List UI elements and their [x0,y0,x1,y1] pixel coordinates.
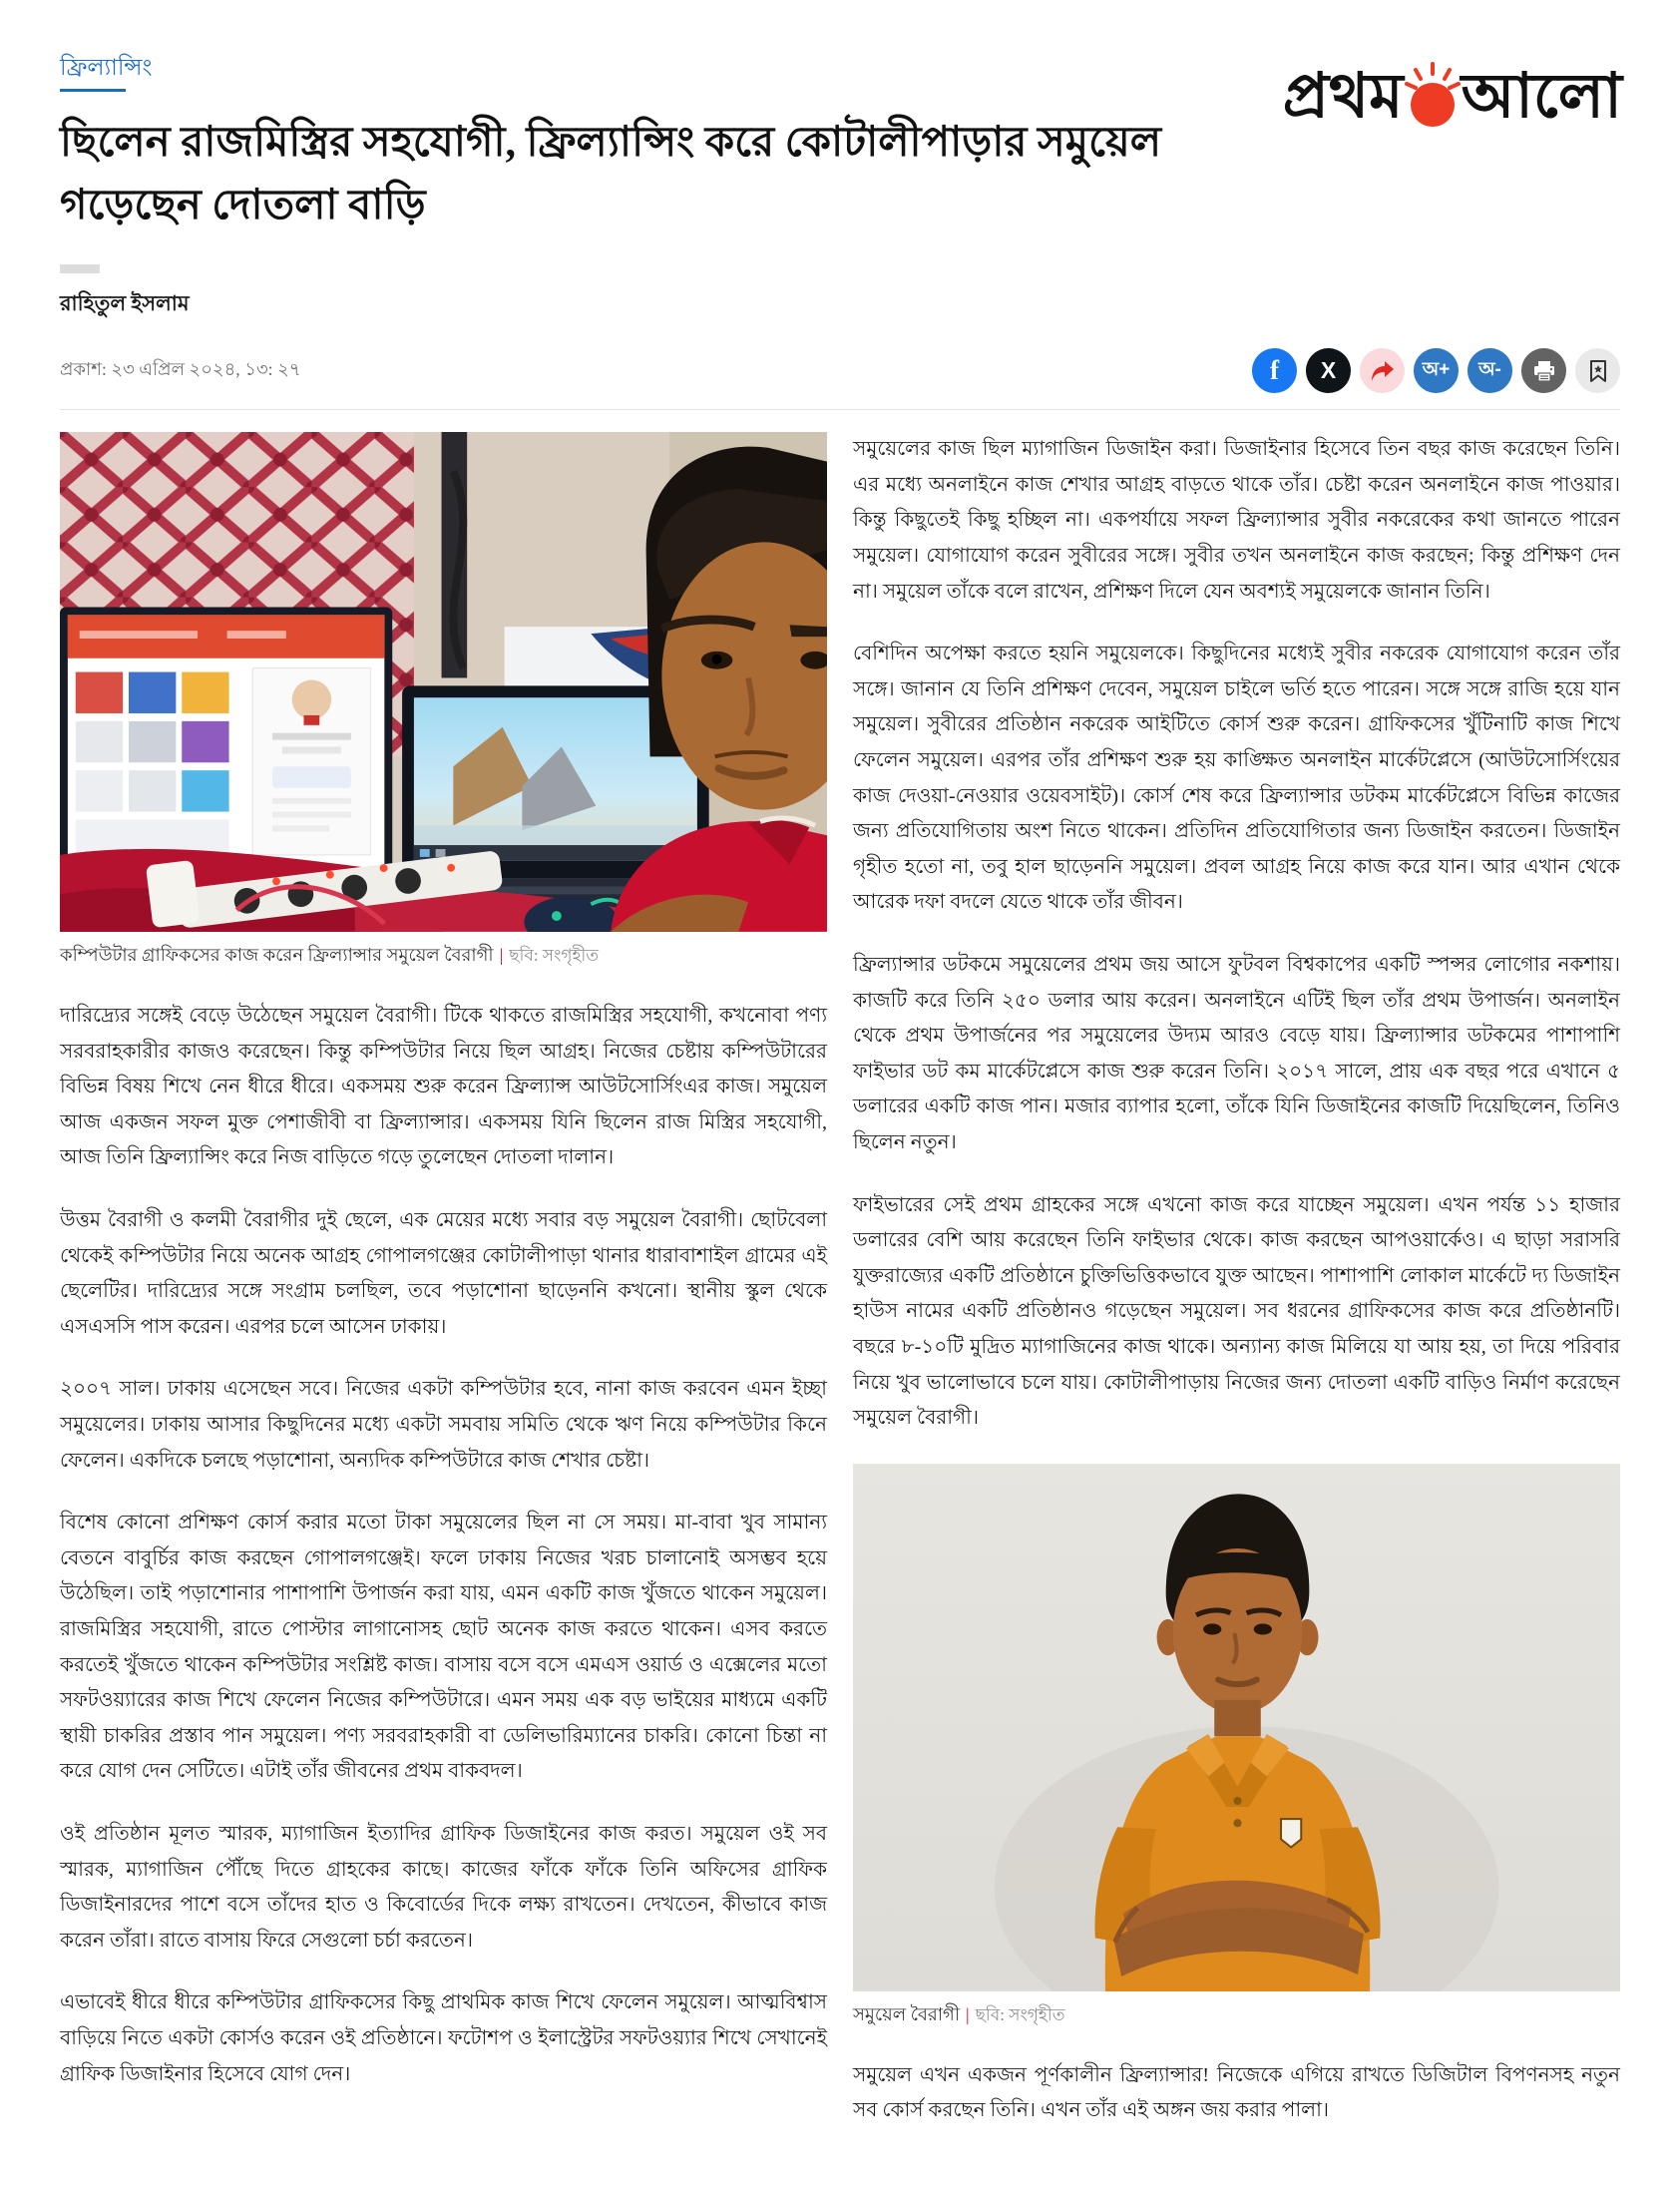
meta-row [60,348,1620,393]
bookmark-icon [1588,360,1608,382]
photo2-figure [853,1464,1620,2028]
left-column [60,432,827,2156]
paragraph: ফ্রিল্যান্সার ডটকমে সমুয়েলের প্রথম জয় আসে ফুটবল বিশ্বকাপের একটি স্পন্সর লোগোর নকশায়। কাজটি করে তিনি ২৫০ ডলার আয় করেন। অনলাইনে এটিই ছিল তাঁর প্রথম উপার্জন। অনলাইন থেকে প্রথম উপার্জনের পর সমুয়েলের উদ্যম আরও বেড়ে যায়। ফ্রিল্যান্সার ডটকমের পাশাপাশি ফাইভার ডট কম মার্কেটপ্লেসে কাজ শুরু করেন তিনি। ২০১৭ সালে, প্রায় এক বছর পরে এখানে ৫ ডলারের একটি কাজ পান। মজার ব্যাপার হলো, তাঁকে যিনি ডিজাইনের কাজটি দিয়েছিলেন, তিনিও ছিলেন নতুন। [853,953,1620,1153]
font-decrease-icon: অ- [1478,358,1501,380]
caption-separator: | [499,945,504,966]
photo2-credit: ছবি: সংগৃহীত [975,2004,1065,2024]
photo1-caption [60,942,827,969]
paragraph: বিশেষ কোনো প্রশিক্ষণ কোর্স করার মতো টাকা সমুয়েলের ছিল না সে সময়। মা-বাবা খুব সামান্য বেতনে বাবুর্চির কাজ করছেন গোপালগঞ্জেই। ফলে ঢাকায় নিজের খরচ চালানোই অসম্ভব হয়ে উঠেছিল। তাই পড়াশোনার পাশাপাশি উপার্জন করা যায়, এমন একটি কাজ খুঁজতে থাকেন সমুয়েল। রাজমিস্ত্রির সহযোগী, রাতে পোস্টার লাগানোসহ ছোট অনেক কাজ করতে থাকেন। এসব করতে করতেই খুঁজতে থাকেন কম্পিউটার সংশ্লিষ্ট কাজ। বাসায় বসে বসে এমএস ওয়ার্ড ও এক্সেলের মতো সফটওয়্যারের কাজ শিখে ফেলেন নিজের কম্পিউটারে। এমন সময় এক বড় ভাইয়ের মাধ্যমে একটি স্থায়ী চাকরির প্রস্তাব পান সমুয়েল। পণ্য সরবরাহকারী বা ডেলিভারিম্যানের চাকরি। কোনো চিন্তা না করে যোগ দেন সেটিতে। এটাই তাঁর জীবনের প্রথম বাকবদল। [60,1512,827,1783]
paragraph: এভাবেই ধীরে ধীরে কম্পিউটার গ্রাফিকসের কিছু প্রাথমিক কাজ শিখে ফেলেন সমুয়েল। আত্মবিশ্বাস বাড়িয়ে নিতে একটা কোর্সও করেন ওই প্রতিষ্ঠানে। ফটোশপ ও ইলাস্ট্রেটর সফটওয়্যার শিখে সেখানেই গ্রাফিক ডিজাইনার হিসেবে যোগ দেন। [60,1991,827,2085]
photo1-figure [60,432,827,969]
share-button[interactable] [1360,348,1405,393]
paragraph: বেশিদিন অপেক্ষা করতে হয়নি সমুয়েলকে। কিছুদিনের মধ্যেই সুবীর নকরেক যোগাযোগ করেন তাঁর সঙ্গে। জানান যে তিনি প্রশিক্ষণ দেবেন, সমুয়েল চাইলে ভর্তি হতে পারেন। সঙ্গে সঙ্গে রাজি হয়ে যান সমুয়েল। সুবীরের প্রতিষ্ঠান নকরেক আইটিতে কোর্স শুরু করেন। গ্রাফিকসের খুঁটিনাটি কাজ শিখে ফেলেন সমুয়েল। এরপর তাঁর প্রশিক্ষণ শুরু হয় কাঙ্ক্ষিত অনলাইন মার্কেটপ্লেসে (আউটসোর্সিংয়ের কাজ দেওয়া-নেওয়ার ওয়েবসাইট)। কোর্স শেষ করে ফ্রিল্যান্সার ডটকম মার্কেটপ্লেসে বিভিন্ন কাজের জন্য প্রতিযোগিতায় অংশ নিতে থাকেন। প্রতিদিন প্রতিযোগিতার জন্য ডিজাইন করতেন। ডিজাইন গৃহীত হতো না, তবু হাল ছাড়েননি সমুয়েল। প্রবল আগ্রহ নিয়ে কাজ করে যান। আর এখান থেকে আরেক দফা বদলে যেতে থাকে তাঁর জীবন। [853,643,1620,914]
category-label: ফ্রিল্যান্সিং [60,55,153,80]
author-name: রাহিতুল ইসলাম [60,291,190,316]
paragraph: উত্তম বৈরাগী ও কলমী বৈরাগীর দুই ছেলে, এক মেয়ের মধ্যে সবার বড় সমুয়েল বৈরাগী। ছোটবেলা থেকেই কম্পিউটার নিয়ে অনেক আগ্রহ গোপালগঞ্জের কোটালীপাড়া থানার ধারাবাশাইল গ্রামের এই ছেলেটির। দারিদ্র্যের সঙ্গে সংগ্রাম চলছিল, তবে পড়াশোনা ছাড়েননি কখনো। স্থানীয় স্কুল থেকে এসএসসি পাস করেন। এরপর চলে আসেন ঢাকায়। [60,1209,827,1338]
header-divider [60,409,1620,410]
logo-word-1: প্রথম [1282,63,1404,131]
share-toolbar [1252,348,1620,393]
paragraph: দারিদ্র্যের সঙ্গেই বেড়ে উঠেছেন সমুয়েল বৈরাগী। টিকে থাকতে রাজমিস্ত্রির সহযোগী, কখনোবা পণ্য সরবরাহকারীর কাজও করেছেন। কিন্তু কম্পিউটার নিয়ে ছিল আগ্রহ। নিজের চেষ্টায় কম্পিউটারের বিভিন্ন বিষয় শিখে নেন ধীরে ধীরে। একসময় শুরু করেন ফ্রিল্যান্স আউটসোর্সিংএর কাজ। সমুয়েল আজ একজন সফল মুক্ত পেশাজীবী বা ফ্রিল্যান্সার। একসময় যিনি ছিলেন রাজ মিস্ত্রির সহযোগী, আজ তিনি ফ্রিল্যান্সিং করে নিজ বাড়িতে গড়ে তুলেছেন দোতলা দালান। [60,1005,827,1169]
print-button[interactable] [1521,348,1566,393]
publish-date: প্রকাশ: ২৩ এপ্রিল ২০২৪, ১৩: ২৭ [60,359,301,380]
photo2-caption-text: সমুয়েল বৈরাগী [853,2003,960,2024]
article-body [60,432,1620,2156]
page-title: ছিলেন রাজমিস্ত্রির সহযোগী, ফ্রিল্যান্সিং করে কোটালীপাড়ার সমুয়েল গড়েছেন দোতলা বাড়ি [60,119,1162,229]
prothom-alo-logo[interactable] [1282,62,1622,131]
photo1-caption-text: কম্পিউটার গ্রাফিকসের কাজ করেন ফ্রিল্যান্সার সমুয়েল বৈরাগী [60,945,494,966]
x-twitter-icon: X [1320,357,1337,384]
right-column [853,432,1620,2156]
category-link[interactable] [60,54,152,92]
paragraph: সমুয়েলের কাজ ছিল ম্যাগাজিন ডিজাইন করা। ডিজাইনার হিসেবে তিন বছর কাজ করেছেন তিনি। এর মধ্যে অনলাইনে কাজ শেখার আগ্রহ বাড়তে থাকে তাঁর। চেষ্টা করেন অনলাইনে কাজ পাওয়ার। কিন্তু কিছুতেই কিছু হচ্ছিল না। একপর্যায়ে সফল ফ্রিল্যান্সার সুবীর নকরেকের কথা জানতে পারেন সমুয়েল। যোগাযোগ করেন সুবীরের সঙ্গে। সুবীর তখন অনলাইনে কাজ করছেন; কিন্তু প্রশিক্ষণ দেন না। সমুয়েল তাঁকে বলে রাখেন, প্রশিক্ষণ দিলে যেন অবশ্যই সমুয়েলকে জানান তিনি। [853,438,1620,603]
font-decrease-button[interactable] [1468,348,1512,393]
caption-separator: | [966,2003,970,2024]
print-icon [1533,360,1555,382]
photo2-caption [853,2001,1620,2028]
share-arrow-icon [1371,360,1395,382]
bookmark-button[interactable] [1575,348,1620,393]
byline-divider [60,264,100,273]
photo-freelancer-at-desk [60,432,827,932]
paragraph: ফাইভারের সেই প্রথম গ্রাহকের সঙ্গে এখনো কাজ করে যাচ্ছেন সমুয়েল। এখন পর্যন্ত ১১ হাজার ডলারের বেশি আয় করেছেন তিনি ফাইভার থেকে। কাজ করছেন আপওয়ার্কেও। এ ছাড়া সরাসরি যুক্তরাজ্যের একটি প্রতিষ্ঠানে চুক্তিভিত্তিকভাবে যুক্ত আছেন। পাশাপাশি লোকাল মার্কেটে দ্য ডিজাইন হাউস নামের একটি প্রতিষ্ঠানও গড়েছেন সমুয়েল। সব ধরনের গ্রাফিকসের কাজ করে প্রতিষ্ঠানটি। বছরে ৮-১০টি মুদ্রিত ম্যাগাজিনের কাজ থাকে। অন্যান্য কাজ মিলিয়ে যা আয় হয়, তা দিয়ে পরিবার নিয়ে খুব ভালোভাবে চলে যায়। কোটালীপাড়ায় নিজের জন্য দোতলা একটি বাড়িও নির্মাণ করেছেন সমুয়েল বৈরাগী। [853,1193,1620,1430]
sun-icon [1404,62,1462,128]
font-increase-button[interactable] [1414,348,1459,393]
photo1-credit: ছবি: সংগৃহীত [509,946,600,966]
x-share-button[interactable] [1306,348,1351,393]
photo-samuel-portrait [853,1464,1620,1991]
category-underline [60,89,126,92]
facebook-share-button[interactable] [1252,348,1297,393]
paragraph: ২০০৭ সাল। ঢাকায় এসেছেন সবে। নিজের একটা কম্পিউটার হবে, নানা কাজ করবেন এমন ইচ্ছা সমুয়েলের। ঢাকায় আসার কিছুদিনের মধ্যে একটা সমবায় সমিতি থেকে ঋণ নিয়ে কম্পিউটার কিনে ফেলেন। একদিকে চলছে পড়াশোনা, অন্যদিক কম্পিউটারে কাজ শেখার চেষ্টা। [60,1378,827,1472]
logo-word-2: আলো [1461,63,1622,131]
closing-paragraph: সমুয়েল এখন একজন পূর্ণকালীন ফ্রিল্যান্সার! নিজেকে এগিয়ে রাখতে ডিজিটাল বিপণনসহ নতুন সব কোর্স করছেন তিনি। এখন তাঁর এই অঙ্গন জয় করার পালা। [853,2063,1620,2122]
font-increase-icon: অ+ [1422,358,1451,380]
facebook-icon: f [1270,355,1279,386]
paragraph: ওই প্রতিষ্ঠান মূলত স্মারক, ম্যাগাজিন ইত্যাদির গ্রাফিক ডিজাইনের কাজ করত। সমুয়েল ওই সব স্মারক, ম্যাগাজিন পৌঁছে দিতে গ্রাহকের কাছে। কাজের ফাঁকে ফাঁকে তিনি অফিসের গ্রাফিক ডিজাইনারদের পাশে বসে তাঁদের হাত ও কিবোর্ডের দিকে লক্ষ্য রাখতেন। দেখতেন, কীভাবে কাজ করেন তাঁরা। রাতে বাসায় ফিরে সেগুলো চর্চা করতেন। [60,1822,827,1952]
